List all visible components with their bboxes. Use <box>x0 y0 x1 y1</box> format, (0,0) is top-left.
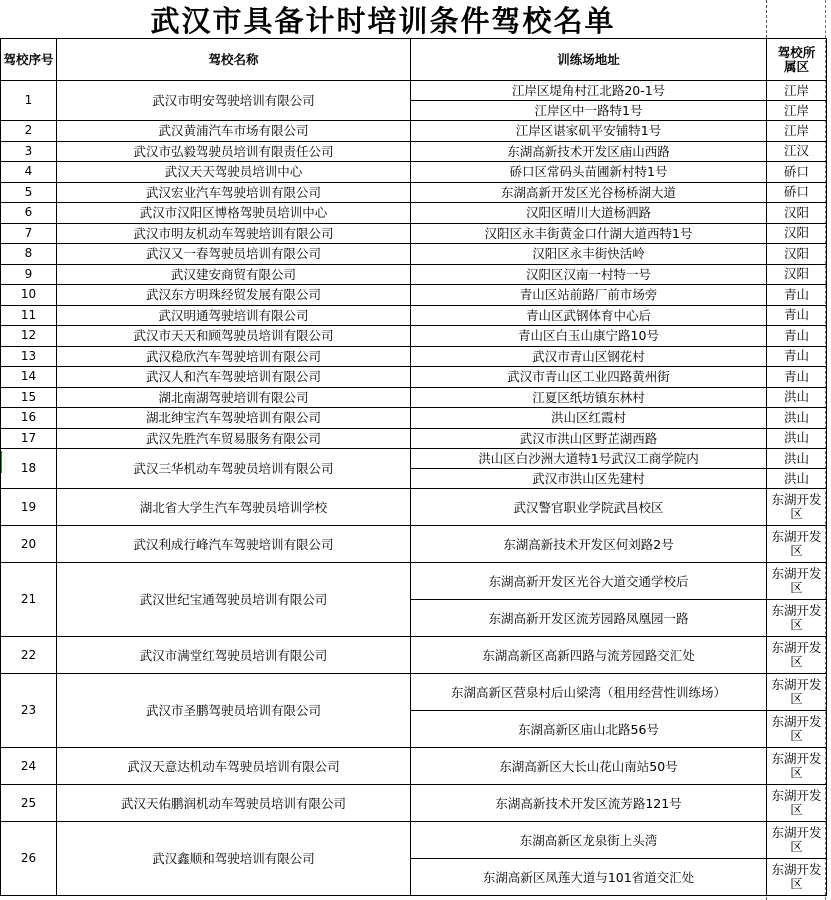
cell-district[interactable]: 洪山 <box>767 428 827 449</box>
cell-district[interactable]: 洪山 <box>767 449 827 469</box>
cell-school-name[interactable]: 武汉宏业汽车驾驶培训有限公司 <box>57 182 411 203</box>
cell-training-address[interactable]: 东湖高新区庙山北路56号 <box>411 711 767 748</box>
table-row <box>1 264 827 285</box>
cell-district[interactable]: 江岸 <box>767 81 827 101</box>
cell-district[interactable]: 东湖开发区 <box>767 711 827 748</box>
table-row <box>1 244 827 265</box>
cell-district[interactable]: 东湖开发区 <box>767 748 827 785</box>
table-row <box>1 223 827 244</box>
cell-district[interactable]: 汉阳 <box>767 244 827 265</box>
table-row <box>1 81 827 101</box>
cell-school-no[interactable]: 26 <box>1 822 57 896</box>
cell-school-no[interactable]: 23 <box>1 674 57 748</box>
cell-school-no[interactable]: 16 <box>1 408 57 429</box>
cell-training-address[interactable]: 硚口区常码头苗圃新村特1号 <box>411 162 767 183</box>
cell-district[interactable]: 东湖开发区 <box>767 822 827 859</box>
cell-school-name[interactable]: 武汉利成行峰汽车驾驶培训有限公司 <box>57 526 411 563</box>
cell-school-no[interactable]: 5 <box>1 182 57 203</box>
cell-school-no[interactable]: 19 <box>1 489 57 526</box>
cell-district[interactable]: 洪山 <box>767 387 827 408</box>
cell-training-address[interactable]: 东湖高新技术开发区何刘路2号 <box>411 526 767 563</box>
cell-district[interactable]: 汉阳 <box>767 203 827 224</box>
cell-school-no[interactable]: 12 <box>1 326 57 347</box>
cell-training-address[interactable]: 汉阳区汉南一村特一号 <box>411 264 767 285</box>
cell-school-no[interactable]: 2 <box>1 121 57 142</box>
cell-school-name[interactable]: 武汉稳欣汽车驾驶培训有限公司 <box>57 346 411 367</box>
table-row <box>1 162 827 183</box>
cell-training-address[interactable]: 江岸区中一路特1号 <box>411 101 767 121</box>
cell-school-name[interactable]: 武汉又一春驾驶员培训有限公司 <box>57 244 411 265</box>
cell-school-no[interactable]: 17 <box>1 428 57 449</box>
cell-training-address[interactable]: 青山区武钢体育中心后 <box>411 305 767 326</box>
cell-training-address[interactable]: 武汉市洪山区野芷湖西路 <box>411 428 767 449</box>
cell-school-no[interactable]: 7 <box>1 223 57 244</box>
table-row <box>1 489 827 526</box>
cell-school-no[interactable]: 9 <box>1 264 57 285</box>
cell-district[interactable]: 青山 <box>767 367 827 388</box>
table-row <box>1 182 827 203</box>
cell-school-no[interactable]: 22 <box>1 637 57 674</box>
table-row <box>1 785 827 822</box>
cell-training-address[interactable]: 汉阳区永丰街黄金口什湖大道西特1号 <box>411 223 767 244</box>
cell-training-address[interactable]: 青山区站前路厂前市场旁 <box>411 285 767 306</box>
cell-school-name[interactable]: 湖北省大学生汽车驾驶员培训学校 <box>57 489 411 526</box>
cell-district[interactable]: 江汉 <box>767 141 827 162</box>
cell-district[interactable]: 江岸 <box>767 121 827 142</box>
cell-district[interactable]: 东湖开发区 <box>767 600 827 637</box>
cell-school-no[interactable]: 24 <box>1 748 57 785</box>
cell-school-no[interactable]: 8 <box>1 244 57 265</box>
cell-district[interactable]: 东湖开发区 <box>767 489 827 526</box>
cell-district[interactable]: 东湖开发区 <box>767 859 827 896</box>
cell-training-address[interactable]: 洪山区红霞村 <box>411 408 767 429</box>
cell-school-no[interactable]: 4 <box>1 162 57 183</box>
cell-district[interactable]: 东湖开发区 <box>767 563 827 600</box>
cell-district[interactable]: 青山 <box>767 346 827 367</box>
table-row <box>1 326 827 347</box>
cell-school-no[interactable]: 1 <box>1 81 57 121</box>
table-row <box>1 387 827 408</box>
cell-training-address[interactable]: 东湖高新区龙泉街上头湾 <box>411 822 767 859</box>
cell-training-address[interactable]: 武汉市洪山区先建村 <box>411 469 767 489</box>
cell-school-name[interactable]: 武汉市明安驾驶培训有限公司 <box>57 81 411 121</box>
cell-school-name[interactable]: 武汉市汉阳区博格驾驶员培训中心 <box>57 203 411 224</box>
cell-school-name[interactable]: 武汉人和汽车驾驶培训有限公司 <box>57 367 411 388</box>
cell-school-no[interactable]: 18 <box>1 449 57 489</box>
cell-school-name[interactable]: 武汉三华机动车驾驶员培训有限公司 <box>57 449 411 489</box>
cell-training-address[interactable]: 东湖高新开发区光谷大道交通学校后 <box>411 563 767 600</box>
cell-district[interactable]: 东湖开发区 <box>767 637 827 674</box>
cell-school-no[interactable]: 10 <box>1 285 57 306</box>
cell-training-address[interactable]: 东湖高新技术开发区流芳路121号 <box>411 785 767 822</box>
table-row <box>1 748 827 785</box>
table-header-row <box>1 39 827 81</box>
cell-district[interactable]: 汉阳 <box>767 264 827 285</box>
cell-training-address[interactable]: 东湖高新技术开发区庙山西路 <box>411 141 767 162</box>
cell-district[interactable]: 东湖开发区 <box>767 674 827 711</box>
cell-training-address[interactable]: 东湖高新开发区光谷杨桥湖大道 <box>411 182 767 203</box>
cell-school-no[interactable]: 25 <box>1 785 57 822</box>
cell-district[interactable]: 洪山 <box>767 469 827 489</box>
cell-training-address[interactable]: 汉阳区晴川大道杨泗路 <box>411 203 767 224</box>
cell-training-address[interactable]: 东湖高新区凤莲大道与101省道交汇处 <box>411 859 767 896</box>
cell-training-address[interactable]: 武汉警官职业学院武昌校区 <box>411 489 767 526</box>
cell-school-name[interactable]: 武汉鑫顺和驾驶培训有限公司 <box>57 822 411 896</box>
cell-training-address[interactable]: 江岸区谌家矶平安铺特1号 <box>411 121 767 142</box>
header-no[interactable]: 驾校序号 <box>1 39 57 81</box>
cell-training-address[interactable]: 东湖高新开发区流芳园路凤凰园一路 <box>411 600 767 637</box>
header-name[interactable]: 驾校名称 <box>57 39 411 81</box>
cell-school-name[interactable]: 武汉市满堂红驾驶员培训有限公司 <box>57 637 411 674</box>
cell-school-name[interactable]: 武汉世纪宝通驾驶员培训有限公司 <box>57 563 411 637</box>
cell-school-no[interactable]: 20 <box>1 526 57 563</box>
cell-training-address[interactable]: 汉阳区永丰街快活岭 <box>411 244 767 265</box>
cell-district[interactable]: 东湖开发区 <box>767 526 827 563</box>
table-row <box>1 563 827 600</box>
cell-district[interactable]: 汉阳 <box>767 223 827 244</box>
driving-school-table <box>0 38 827 896</box>
table-row <box>1 346 827 367</box>
header-district[interactable]: 驾校所属区 <box>767 39 827 81</box>
cell-district[interactable]: 江岸 <box>767 101 827 121</box>
cell-school-name[interactable]: 武汉天佑鹏润机动车驾驶员培训有限公司 <box>57 785 411 822</box>
table-body <box>1 81 827 896</box>
header-address[interactable]: 训练场地址 <box>411 39 767 81</box>
cell-district[interactable]: 东湖开发区 <box>767 785 827 822</box>
cell-district[interactable]: 青山 <box>767 326 827 347</box>
cell-school-name[interactable]: 武汉明通驾驶培训有限公司 <box>57 305 411 326</box>
table-row <box>1 428 827 449</box>
page-title: 武汉市具备计时培训条件驾校名单 <box>150 3 616 38</box>
cell-training-address[interactable]: 东湖高新区高新四路与流芳园路交汇处 <box>411 637 767 674</box>
cell-school-no[interactable]: 6 <box>1 203 57 224</box>
cell-school-name[interactable]: 武汉市弘毅驾驶员培训有限责任公司 <box>57 141 411 162</box>
cell-school-name[interactable]: 武汉市明友机动车驾驶培训有限公司 <box>57 223 411 244</box>
cell-training-address[interactable]: 洪山区白沙洲大道特1号武汉工商学院内 <box>411 449 767 469</box>
cell-school-name[interactable]: 武汉市天天和顾驾驶员培训有限公司 <box>57 326 411 347</box>
cell-district[interactable]: 洪山 <box>767 408 827 429</box>
cell-school-name[interactable]: 湖北南湖驾驶培训有限公司 <box>57 387 411 408</box>
table-row <box>1 305 827 326</box>
cell-district[interactable]: 青山 <box>767 305 827 326</box>
cell-training-address[interactable]: 东湖高新区大长山花山南站50号 <box>411 748 767 785</box>
cell-school-no[interactable]: 3 <box>1 141 57 162</box>
table-row <box>1 822 827 859</box>
cell-district[interactable]: 青山 <box>767 285 827 306</box>
cell-training-address[interactable]: 武汉市青山区钢花村 <box>411 346 767 367</box>
cell-training-address[interactable]: 东湖高新区营泉村后山梁湾（租用经营性训练场） <box>411 674 767 711</box>
table-row <box>1 449 827 469</box>
cell-school-name[interactable]: 武汉黄浦汽车市场有限公司 <box>57 121 411 142</box>
cell-school-name[interactable]: 武汉东方明珠经贸发展有限公司 <box>57 285 411 306</box>
table-row <box>1 121 827 142</box>
table-row <box>1 367 827 388</box>
cell-school-no[interactable]: 14 <box>1 367 57 388</box>
cell-school-no[interactable]: 15 <box>1 387 57 408</box>
cell-school-no[interactable]: 21 <box>1 563 57 637</box>
cell-school-no[interactable]: 11 <box>1 305 57 326</box>
cell-school-name[interactable]: 武汉建安商贸有限公司 <box>57 264 411 285</box>
cell-district[interactable]: 硚口 <box>767 182 827 203</box>
table-row <box>1 141 827 162</box>
cell-training-address[interactable]: 江岸区堤角村江北路20-1号 <box>411 81 767 101</box>
table-row <box>1 637 827 674</box>
cell-school-name[interactable]: 湖北绅宝汽车驾驶培训有限公司 <box>57 408 411 429</box>
cell-training-address[interactable]: 武汉市青山区工业四路黄州街 <box>411 367 767 388</box>
cell-training-address[interactable]: 青山区白玉山康宁路10号 <box>411 326 767 347</box>
cell-school-name[interactable]: 武汉市圣鹏驾驶员培训有限公司 <box>57 674 411 748</box>
cell-school-name[interactable]: 武汉天天驾驶员培训中心 <box>57 162 411 183</box>
table-row <box>1 408 827 429</box>
cell-school-name[interactable]: 武汉先胜汽车贸易服务有限公司 <box>57 428 411 449</box>
table-row <box>1 674 827 711</box>
table-row <box>1 526 827 563</box>
cell-school-name[interactable]: 武汉天意达机动车驾驶员培训有限公司 <box>57 748 411 785</box>
cell-school-no[interactable]: 13 <box>1 346 57 367</box>
cell-district[interactable]: 硚口 <box>767 162 827 183</box>
cell-training-address[interactable]: 江夏区纸坊镇东林村 <box>411 387 767 408</box>
table-row <box>1 285 827 306</box>
table-row <box>1 203 827 224</box>
